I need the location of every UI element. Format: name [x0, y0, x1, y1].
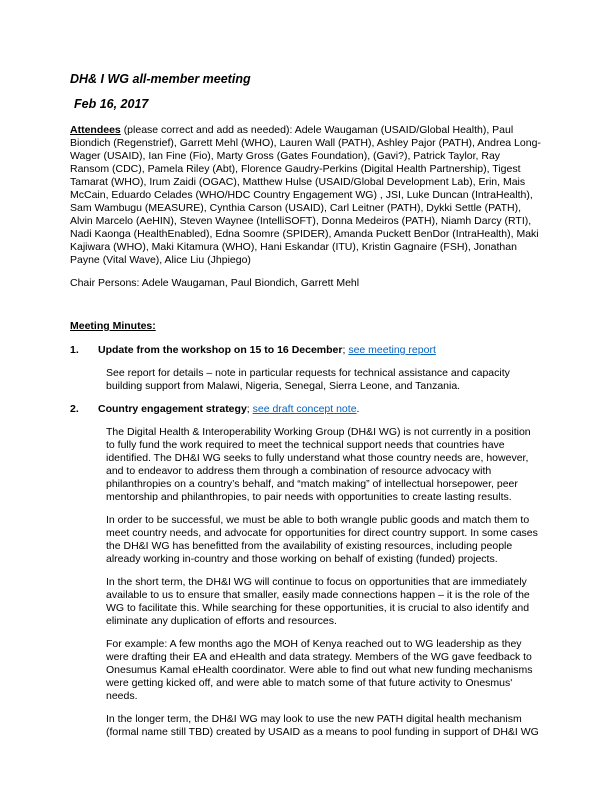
item-2-separator: ;	[246, 403, 253, 415]
minutes-heading: Meeting Minutes:	[70, 320, 156, 332]
item-1-separator: ;	[342, 344, 349, 356]
minutes-item-2-body	[70, 426, 542, 739]
item-2-title: Country engagement strategy	[98, 403, 247, 415]
blank-line	[70, 300, 542, 320]
draft-concept-note-link[interactable]: see draft concept note	[252, 403, 357, 415]
item-2-after-link: .	[356, 403, 360, 415]
document-date: Feb 16, 2017	[74, 97, 149, 111]
attendees-label: Attendees	[70, 124, 121, 136]
item-1-title: Update from the workshop on 15 to 16 December	[98, 344, 343, 356]
attendees-paragraph	[70, 124, 542, 267]
attendees-text: (please correct and add as needed): Adele Waugaman (USAID/Global Health), Paul Biondich (Regenstrief), Garrett Mehl (WHO), Lauren Wall (PATH), Ashley Pajor (PATH), Andrea Long-Wager (USAID), Ian Fine (Fio), Marty Gross (Gates Foundation), (Gavi?), Patrick Taylor, Ray Ransom (CDC), Pamela Riley (Abt), Florence Gaudry-Perkins (Digital Health Partnership), Tigest Tamarat (WHO), Irum Zaidi (OGAC), Matthew Hulse (USAID/Global Development Lab), Erin, Mais McCain, Eduardo Celades (WHO/HDC Country Engagement WG) , JSI, Luke Duncan (IntraHealth), Sam Wambugu (MEASURE), Cynthia Carson (USAID), Carl Leitner (PATH), Dykki Settle (PATH), Alvin Marcelo (AeHIN), Steven Waynee (IntelliSOFT), Donna Medeiros (PATH), Niamh Darcy (RTI), Nadi Kaonga (HealthEnabled), Edna Soomre (SPIDER), Amanda Puckett BenDor (IntraHealth), Maki Kajiwara (WHO), Maki Kitamura (WHO), Hani Eskandar (ITU), Kristin Gagnaire (FSH), Jonathan Payne (Vital Wave), Alice Liu (Jhpiego)	[70, 124, 541, 266]
item-2-number: 2.	[70, 403, 79, 415]
item-1-number: 1.	[70, 344, 79, 356]
meeting-report-link[interactable]: see meeting report	[348, 344, 436, 356]
paragraph: The Digital Health & Interoperability Working Group (DH&I WG) is not currently in a position to fully fund the work required to meet the technical support needs that countries have identified. The DH&I WG seeks to fully understand what those country needs are, however, and to endeavor to address them through a combination of resource advocacy with philanthropies on a country’s behalf, and “match making” of intellectual horsepower, peer mentorship and philanthropies, to pair needs with opportunities to create lasting results.	[106, 426, 531, 503]
document-title: DH& I WG all-member meeting	[70, 72, 251, 86]
paragraph: For example: A few months ago the MOH of Kenya reached out to WG leadership as they were drafting their EA and eHealth and data strategy. Members of the WG gave feedback to Onesumus Kamal eHealth coordinator. Were able to find out what new funding mechanisms were getting kicked off, and were able to match some of that future activity to Onesmus' needs.	[106, 638, 533, 702]
paragraph: See report for details – note in particular requests for technical assistance and capacity building support from Malawi, Nigeria, Senegal, Sierra Leone, and Tanzania.	[106, 367, 510, 392]
chair-persons-line: Chair Persons: Adele Waugaman, Paul Biondich, Garrett Mehl	[70, 277, 360, 289]
minutes-item-1	[70, 344, 542, 393]
minutes-item-2	[70, 403, 542, 739]
paragraph: In the longer term, the DH&I WG may look to use the new PATH digital health mechanism (formal name still TBD) created by USAID as a means to pool funding in support of DH&I WG	[106, 713, 539, 738]
minutes-item-1-body	[70, 367, 542, 393]
minutes-item-1-heading	[70, 344, 542, 357]
paragraph: In order to be successful, we must be able to both wrangle public goods and match them to meet country needs, and advocate for opportunities for direct country support. In some cases the DH&I WG has benefitted from the availability of existing resources, including people already working in-country and those working on behalf of existing (funded) projects.	[106, 514, 538, 565]
minutes-item-2-heading	[70, 403, 542, 416]
paragraph: In the short term, the DH&I WG will continue to focus on opportunities that are immediately available to us to ensure that smaller, easily made connections happen – it is the role of the WG to facilitate this. While searching for these opportunities, it is crucial to also identify and eliminate any duplication of efforts and resources.	[106, 576, 530, 627]
